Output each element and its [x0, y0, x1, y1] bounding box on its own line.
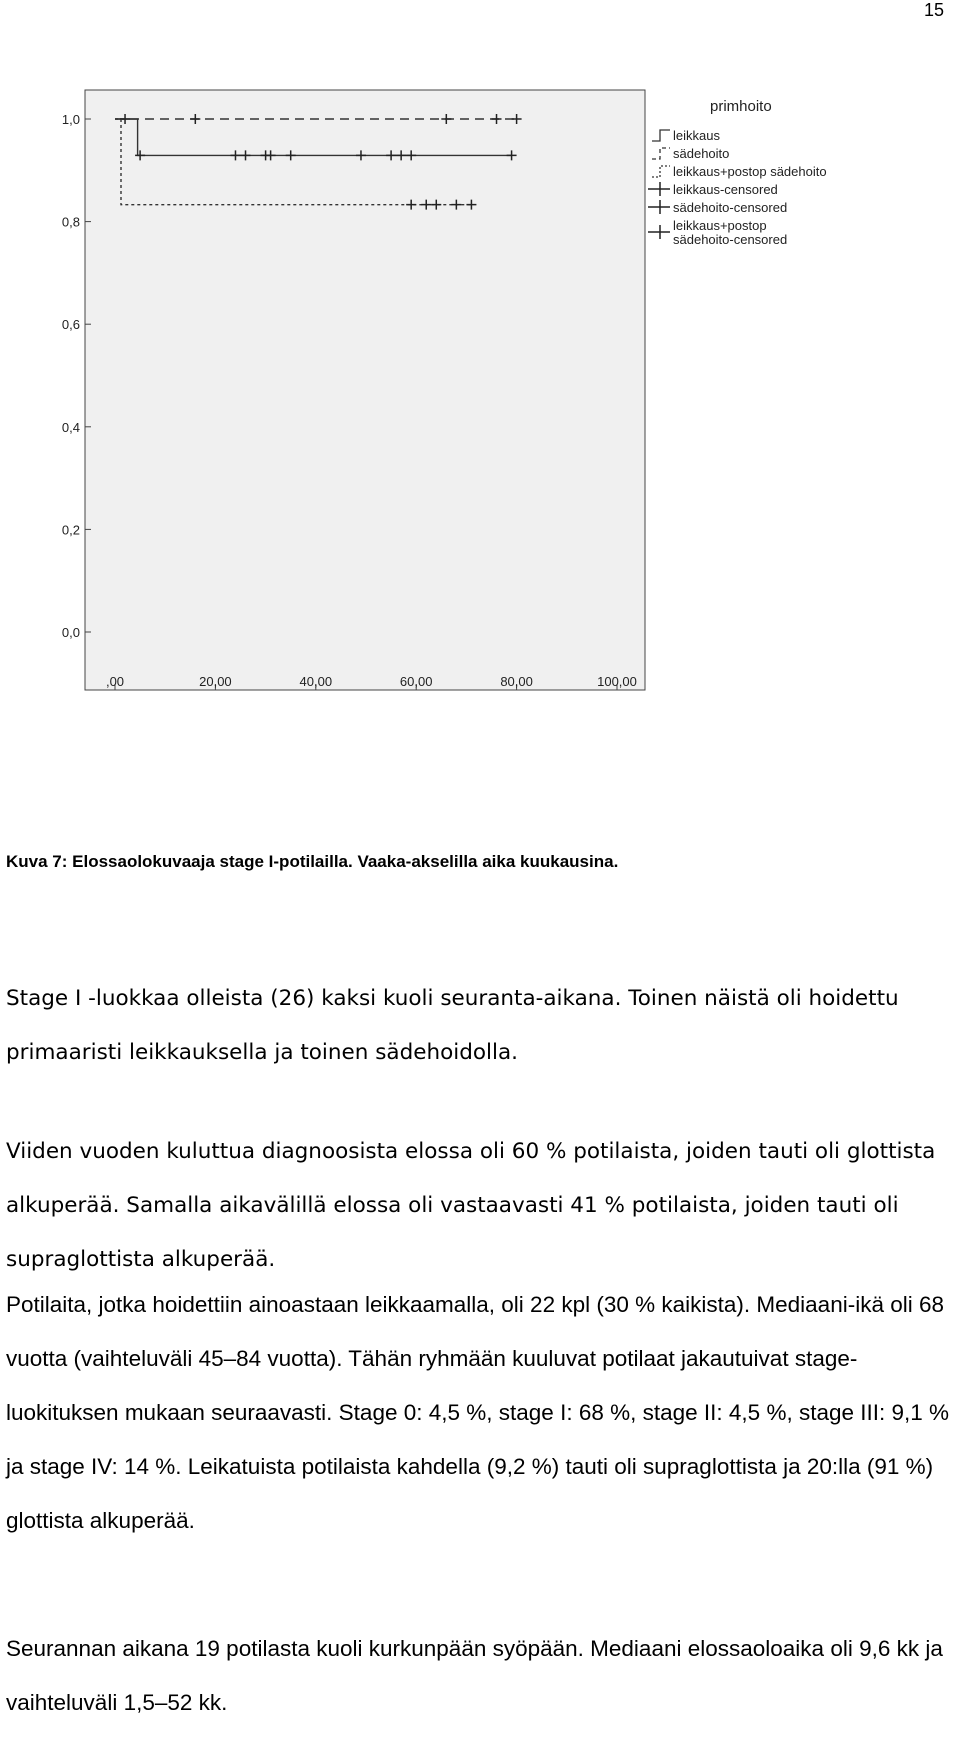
legend-swatch: [652, 148, 670, 159]
legend-swatch: [652, 130, 670, 141]
x-tick-label: 80,00: [500, 674, 533, 689]
y-tick-label: 0,4: [61, 419, 80, 435]
x-tick-label: ,00: [105, 674, 125, 689]
y-tick-label: 0,8: [61, 214, 80, 230]
figure-caption: Kuva 7: Elossaolokuvaaja stage I-potilailla. Vaaka-akselilla aika kuukausina.: [6, 852, 619, 871]
y-tick-label: 1,0: [61, 112, 80, 127]
paragraph-4: Seurannan aikana 19 potilasta kuoli kurkunpään syöpään. Mediaani elossaoloaika oli 9,6 kk ja vaihteluväli 1,5–52 kk.: [6, 1636, 943, 1715]
paragraph-1: Stage I -luokkaa olleista (26) kaksi kuoli seuranta-aikana. Toinen näistä oli hoidettu primaaristi leikkauksella ja toinen sädehoidolla.: [6, 986, 899, 1065]
legend-swatch: [652, 166, 670, 177]
legend-swatch: [648, 182, 670, 196]
legend-label: sädehoito-censored: [673, 200, 788, 215]
x-tick-label: 40,00: [299, 674, 333, 689]
paragraph-2: Viiden vuoden kuluttua diagnoosista elossa oli 60 % potilaista, joiden tauti oli glottista alkuperää. Samalla aikavälillä elossa oli vastaavasti 41 % potilaista, joiden tauti oli supraglottista alkuperää.: [6, 1139, 936, 1272]
x-tick-label: 100,00: [597, 674, 637, 689]
legend: [648, 98, 827, 247]
plot-area: [85, 90, 645, 690]
legend-swatch: [648, 200, 670, 214]
legend-label: sädehoito-censored: [673, 232, 788, 247]
legend-title: primhoito: [710, 98, 772, 115]
legend-label: leikkaus: [673, 128, 720, 143]
survival-chart: [0, 0, 960, 800]
x-tick-label: 20,00: [199, 674, 232, 689]
x-tick-label: 60,00: [399, 674, 433, 689]
legend-label: leikkaus+postop: [673, 218, 767, 233]
page-number: 15: [923, 0, 944, 20]
legend-label: sädehoito: [673, 146, 730, 161]
y-tick-label: 0,2: [61, 522, 80, 538]
legend-swatch: [648, 225, 670, 239]
y-tick-label: 0,6: [61, 317, 80, 333]
y-tick-label: 0,0: [61, 625, 80, 640]
paragraph-3: Potilaita, jotka hoidettiin ainoastaan leikkaamalla, oli 22 kpl (30 % kaikista). Mediaani-ikä oli 68 vuotta (vaihteluväli 45–84 vuotta). Tähän ryhmään kuuluvat potilaat jakautuivat stage-luokituksen mukaan seuraavasti. Stage 0: 4,5 %, stage I: 68 %, stage II: 4,5 %, stage III: 9,1 % ja stage IV: 14 %. Leikatuista potilaista kahdella (9,2 %) tauti oli supraglottista ja 20:lla (91 %) glottista alkuperää.: [6, 1292, 950, 1533]
legend-label: leikkaus+postop sädehoito: [673, 164, 827, 179]
legend-label: leikkaus-censored: [673, 182, 778, 197]
